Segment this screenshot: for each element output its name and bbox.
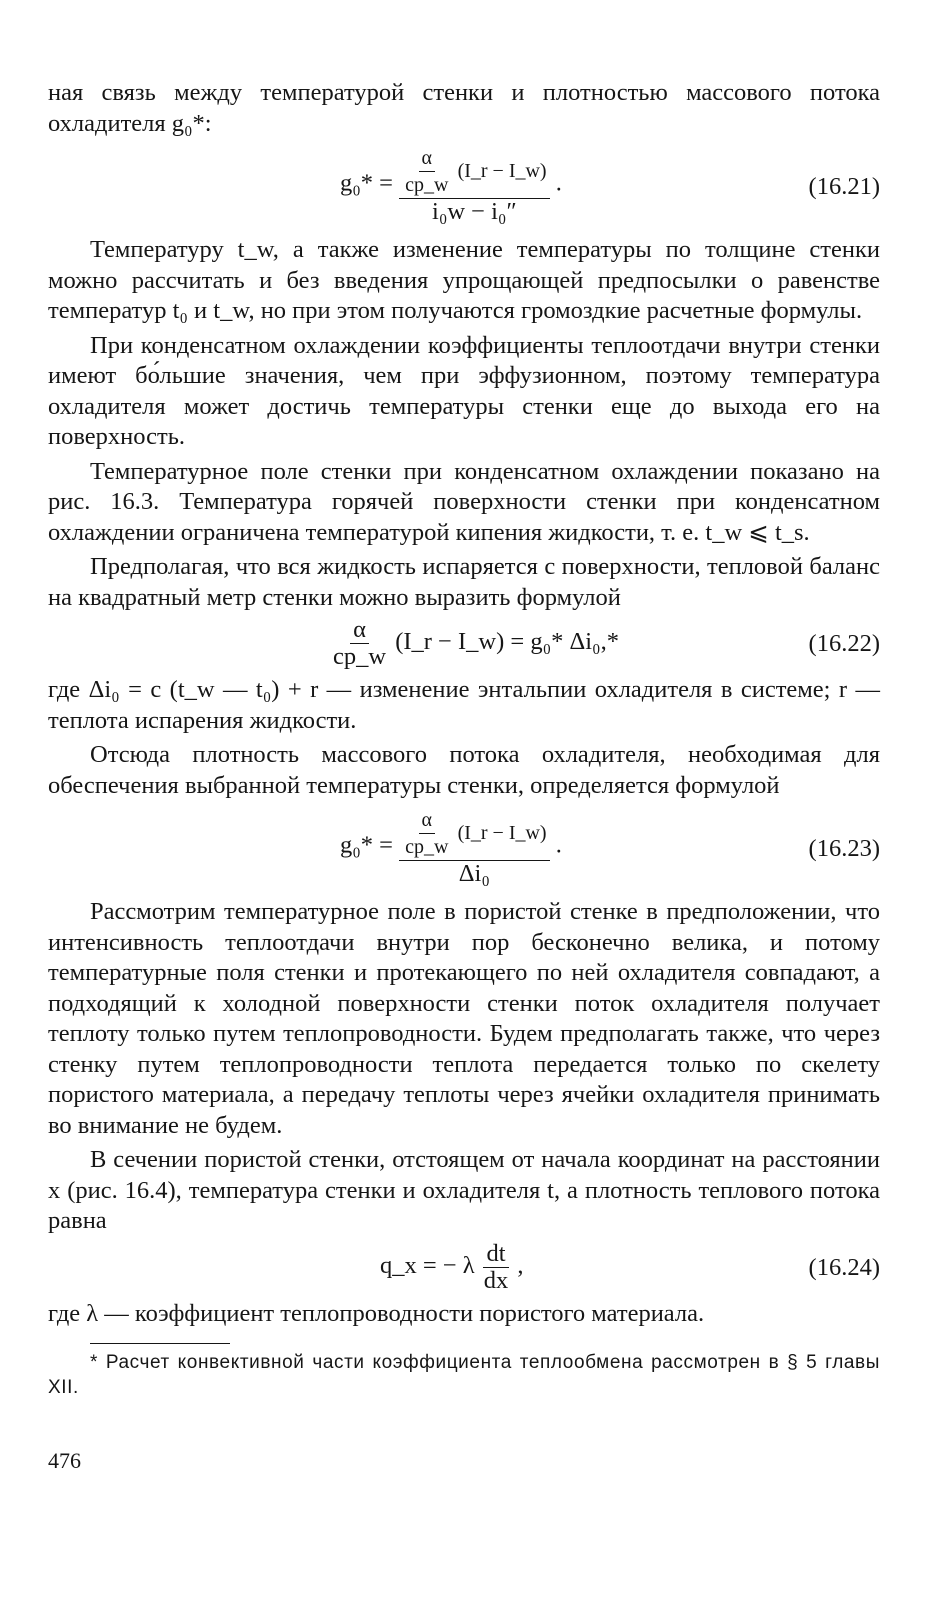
fraction-denominator: i₀w − i₀″ [432, 198, 517, 225]
equation-16-22 [48, 613, 880, 675]
fraction [399, 807, 549, 887]
fraction [481, 1241, 512, 1294]
paragraph: При конденсатном охлаждении коэффициенты теплоотдачи внутри стенки имеют бо́льшие значения, чем при эффузионном, поэтому температура охладителя может достичь температуры стенки еще до выхода его на поверхность. [48, 331, 880, 450]
formula-lhs: g₀* = [340, 831, 393, 859]
formula-tail: . [555, 831, 562, 859]
formula-lhs: g₀* = [340, 169, 393, 197]
enthalpy-difference: (I_r − I_w) [457, 160, 547, 183]
paragraph: где λ — коэффициент теплопроводности пористого материала. [48, 1299, 705, 1327]
fraction-denominator: dx [483, 1266, 509, 1294]
paragraph: В сечении пористой стенки, отстоящем от начала координат на расстоянии x (рис. 16.4), температура стенки и охладителя t, а плотность теплового потока равна [48, 1146, 880, 1234]
inner-fraction [402, 807, 451, 860]
equation-number: (16.21) [808, 172, 880, 200]
fraction [330, 617, 389, 670]
paragraph: Температурное поле стенки при конденсатном охлаждении показано на рис. 16.3. Температура горячей поверхности стенки при конденсатном охлаждении ограничена температурой кипения жидкости, т. е. t_w ⩽ t_s. [48, 457, 880, 546]
paragraph: Предполагая, что вся жидкость испаряется с поверхности, тепловой баланс на квадратный метр стенки можно выразить формулой [48, 553, 880, 611]
fraction-denominator: Δi₀ [458, 860, 490, 887]
page-number: 476 [48, 1448, 81, 1473]
page-content [48, 78, 880, 1400]
formula-lhs: q_x = − λ [380, 1251, 475, 1279]
formula-rest: (I_r − I_w) = g₀* Δi₀,* [395, 628, 619, 656]
equation-number: (16.22) [808, 629, 880, 657]
equation-number: (16.23) [808, 834, 880, 862]
inner-denominator: cp_w [405, 174, 449, 196]
footnote: * Расчет конвективной части коэффициента теплообмена рассмотрен в § 5 главы XII. [48, 1352, 880, 1398]
footnote-rule [90, 1343, 230, 1344]
equation-number: (16.24) [808, 1253, 880, 1281]
formula-tail: . [555, 169, 562, 197]
fraction [399, 145, 549, 225]
formula [330, 617, 619, 670]
inner-fraction [402, 145, 451, 198]
formula [340, 145, 562, 225]
paragraph: Рассмотрим температурное поле в пористой стенке в предположении, что интенсивность теплоотдачи внутри пор бесконечно велика, и потому температурные поля стенки и протекающего по ней охладителя совпадают, а подходящий к холодной поверхности стенки поток охладителя получает теплоту только путем теплопроводности. Будем предполагать также, что через стенку путем теплопроводности теплота передается только по скелету пористого материала, а передачу теплоты через ячейки охладителя принимать во внимание не будем. [48, 898, 880, 1139]
fraction-numerator: α [350, 617, 369, 644]
fraction-numerator: dt [483, 1241, 508, 1268]
paragraph: Отсюда плотность массового потока охладителя, необходимая для обеспечения выбранной температуры стенки, определяется формулой [48, 741, 880, 799]
inner-numerator: α [419, 145, 435, 172]
paragraph: Температуру t_w, а также изменение температуры по толщине стенки можно рассчитать и без введения упрощающей предпосылки о равенстве температур t₀ и t_w, но при этом получаются громоздкие расчетные формулы. [48, 236, 880, 324]
formula [380, 1241, 524, 1294]
fraction-denominator: cp_w [333, 643, 387, 670]
inner-numerator: α [419, 807, 435, 834]
equation-16-24 [48, 1237, 880, 1299]
equation-16-21 [48, 139, 880, 235]
inner-denominator: cp_w [405, 836, 449, 858]
formula [340, 807, 562, 887]
paragraph: где Δi₀ = c (t_w — t₀) + r — изменение энтальпии охладителя в системе; r — теплота испарения жидкости. [48, 676, 880, 734]
fraction-numerator [399, 807, 549, 861]
enthalpy-difference: (I_r − I_w) [457, 822, 547, 845]
formula-tail: , [517, 1251, 524, 1279]
fraction-numerator [399, 145, 549, 199]
equation-16-23 [48, 801, 880, 897]
paragraph: ная связь между температурой стенки и плотностью массового потока охладителя g₀*: [48, 79, 880, 137]
